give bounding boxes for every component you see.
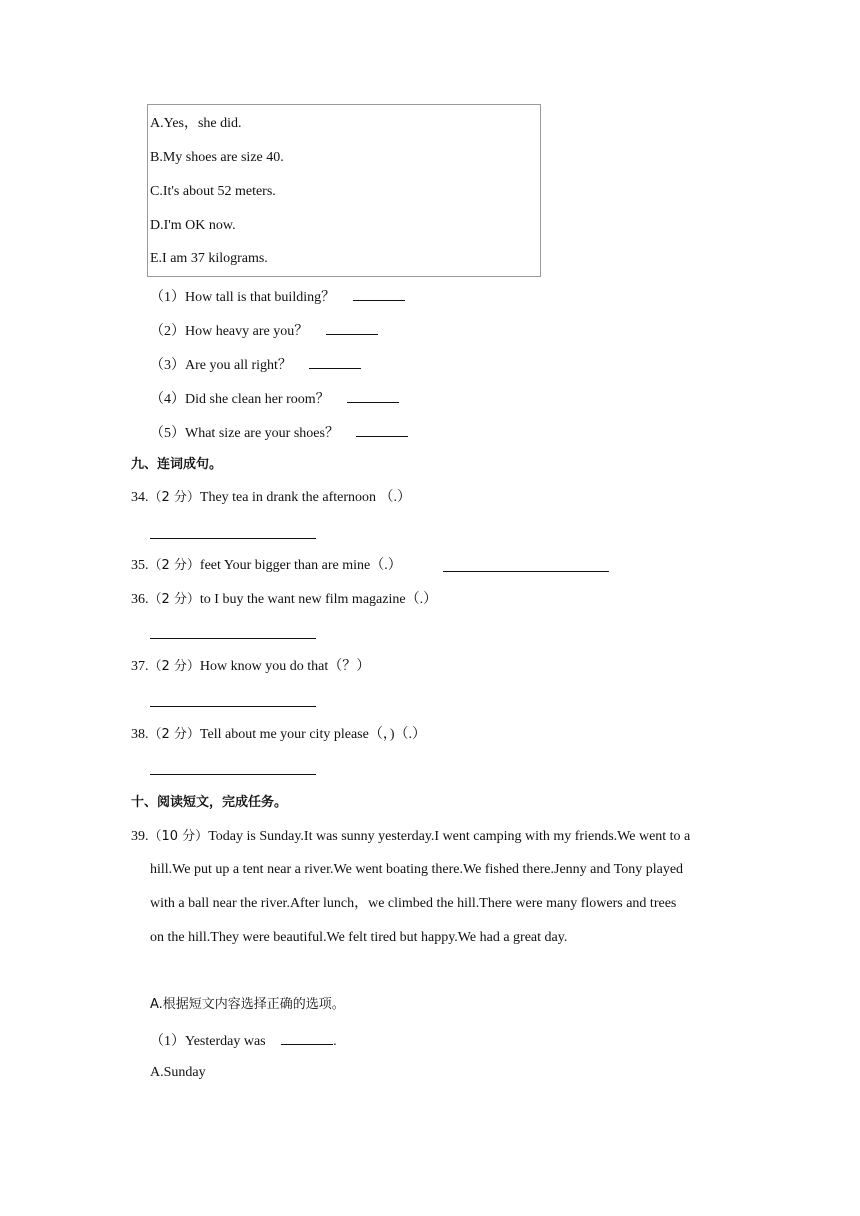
q34-score: （2 分） [148, 490, 200, 505]
option-d: D.I'm OK now. [150, 218, 236, 233]
answer-blank[interactable] [356, 422, 408, 437]
passage-line-3: with a ball near the river.After lunch，we climbed the hill.There were many flowers and trees [150, 896, 677, 911]
q37-score: （2 分） [148, 659, 200, 674]
question-34 [131, 489, 411, 507]
matching-q5-text: （5）What size are your shoes？ [150, 426, 339, 441]
q35-text: feet Your bigger than are mine（.） [199, 558, 402, 573]
question-38 [131, 726, 426, 744]
q39-score: （10 分） [148, 829, 209, 844]
matching-q4 [150, 388, 399, 409]
matching-q4-text: （4）Did she clean her room？ [150, 392, 330, 407]
passage-line-2: hill.We put up a tent near a river.We went boating there.We fished there.Jenny and Tony played [150, 862, 684, 877]
matching-q2-text: （2）How heavy are you？ [150, 324, 309, 339]
matching-q2 [150, 320, 378, 341]
matching-q3 [150, 354, 361, 375]
answer-line-38[interactable] [150, 774, 316, 775]
sub1-period: . [333, 1034, 337, 1049]
part-a-instruction [150, 996, 345, 1014]
q37-text: How know you do that（？） [199, 659, 371, 674]
answer-blank[interactable] [347, 388, 399, 403]
question-39-line-1 [131, 828, 690, 846]
answer-line-37[interactable] [150, 706, 316, 707]
matching-q3-text: （3）Are you all right？ [150, 358, 292, 373]
q39-number: 39. [131, 829, 149, 844]
section-10-title: 十、阅读短文，完成任务。 [131, 795, 288, 810]
section-9-title: 九、连词成句。 [131, 457, 223, 472]
passage-line-4: on the hill.They were beautiful.We felt tired but happy.We had a great day. [150, 930, 568, 945]
sub-question-1 [150, 1030, 337, 1051]
matching-q1-text: （1）How tall is that building？ [150, 290, 336, 305]
q36-text: to I buy the want new film magazine（.） [199, 592, 438, 607]
answer-blank[interactable] [309, 354, 361, 369]
q36-number: 36. [131, 592, 149, 607]
answer-line-36[interactable] [150, 638, 316, 639]
answer-line-34[interactable] [150, 538, 316, 539]
q36-score: （2 分） [148, 592, 200, 607]
answer-line-35[interactable] [443, 571, 609, 572]
q38-score: （2 分） [148, 727, 200, 742]
option-c: C.It's about 52 meters. [150, 184, 276, 199]
q38-text: Tell about me your city please（，)（.） [199, 727, 426, 742]
part-a-text: A.根据短文内容选择正确的选项。 [150, 997, 345, 1012]
q34-text: They tea in drank the afternoon （.） [199, 490, 411, 505]
option-a: A.Yes，she did. [150, 116, 242, 131]
option-b: B.My shoes are size 40. [150, 150, 284, 165]
matching-q1 [150, 286, 405, 307]
sub1-text: （1）Yesterday was [150, 1034, 266, 1049]
question-36 [131, 591, 437, 609]
q35-score: （2 分） [148, 558, 200, 573]
passage-line-1: Today is Sunday.It was sunny yesterday.I went camping with my friends.We went to a [208, 829, 691, 844]
answer-blank[interactable] [353, 286, 405, 301]
sub1-option-a: A.Sunday [150, 1065, 206, 1080]
q34-number: 34. [131, 490, 149, 505]
q38-number: 38. [131, 727, 149, 742]
answer-blank[interactable] [326, 320, 378, 335]
question-35 [131, 557, 402, 575]
matching-q5 [150, 422, 408, 443]
option-e: E.I am 37 kilograms. [150, 251, 268, 266]
question-37 [131, 658, 370, 676]
q35-number: 35. [131, 558, 149, 573]
answer-blank[interactable] [281, 1030, 333, 1045]
q37-number: 37. [131, 659, 149, 674]
